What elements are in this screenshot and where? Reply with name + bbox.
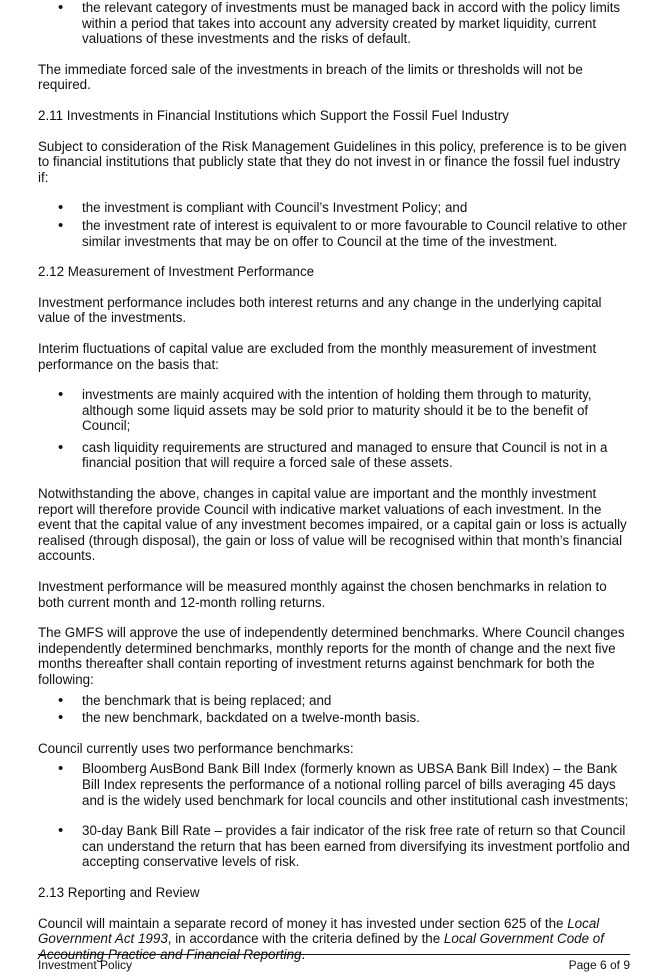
bullet-list-current-benchmarks — [38, 761, 630, 870]
list-item: • the investment is compliant with Council’s Investment Policy; and — [38, 200, 630, 216]
bullet-list-policy-limits — [38, 0, 630, 47]
reporting-text-a: Council will maintain a separate record of money it has invested under section 625 of the — [38, 915, 568, 931]
list-item: • investments are mainly acquired with the intention of holding them through to maturity, although some liquid assets may be sold prior to maturity should it be to the benefit of Council; — [38, 387, 630, 434]
list-item: • Bloomberg AusBond Bank Bill Index (formerly known as UBSA Bank Bill Index) – the Bank Bill Index represents the performance of a notional rolling parcel of bills averaging 45 days and is the widely used benchmark for local councils and other institutional cash investments; — [38, 761, 630, 808]
paragraph-fossil-fuel-intro: Subject to consideration of the Risk Management Guidelines in this policy, preference is to be given to financial institutions that publicly state that they do not invest in or finance the fossil fuel industry if: — [38, 138, 627, 185]
page-content — [38, 0, 630, 977]
paragraph-capital-value: Notwithstanding the above, changes in capital value are important and the monthly investment report will therefore provide Council with indicative market valuations of each investment. In the event that the capital value of any investment becomes impaired, or a capital gain or loss is actually realised (through disposal), the gain or loss of value will be recognised within that month’s financial accounts. — [38, 486, 627, 564]
reporting-text-c: . — [301, 946, 306, 962]
section-heading-2-13: 2.13 Reporting and Review — [38, 884, 200, 900]
paragraph-interim-fluctuations: Interim fluctuations of capital value are excluded from the monthly measurement of investment performance on the basis that: — [38, 340, 597, 372]
bullet-list-benchmark-change — [38, 693, 630, 726]
reporting-code-title: Local Government Code of Accounting Practice and Financial Reporting — [38, 931, 604, 962]
list-item: • the relevant category of investments must be managed back in accord with the policy limits within a period that takes into account any adversity created by market liquidity, current valuations of these investments and the risks of default. — [38, 0, 630, 47]
paragraph-gmfs-benchmarks: The GMFS will approve the use of independently determined benchmarks. Where Council changes independently determined benchmarks, monthly reports for the month of change and the next five months thereafter shall contain reporting of investment returns against benchmark for both the following: — [38, 625, 625, 687]
page-footer — [38, 954, 630, 972]
list-item: • the benchmark that is being replaced; and — [38, 693, 630, 709]
list-item: • cash liquidity requirements are structured and managed to ensure that Council is not in a financial position that will require a forced sale of these assets. — [38, 440, 630, 471]
paragraph-current-benchmarks: Council currently uses two performance benchmarks: — [38, 740, 354, 756]
footer-page-number: Page 6 of 9 — [568, 958, 630, 972]
footer-document-title: Investment Policy — [38, 958, 133, 972]
bullet-list-basis — [38, 387, 630, 471]
section-heading-2-11: 2.11 Investments in Financial Institutions which Support the Fossil Fuel Industry — [38, 107, 509, 123]
paragraph-monthly-measure: Investment performance will be measured monthly against the chosen benchmarks in relation to both current month and 12-month rolling returns. — [38, 579, 607, 610]
list-item: • the new benchmark, backdated on a twelve-month basis. — [38, 710, 630, 726]
paragraph-forced-sale: The immediate forced sale of the investments in breach of the limits or thresholds will not be required. — [38, 61, 583, 93]
paragraph-performance-includes: Investment performance includes both interest returns and any change in the underlying capital value of the investments. — [38, 294, 602, 326]
list-item: • 30-day Bank Bill Rate – provides a fair indicator of the risk free rate of return so that Council can understand the return that has been earned from diversifying its investment portfolio and accepting conservative levels of risk. — [38, 823, 630, 870]
reporting-act-title: Local Government Act 1993 — [38, 915, 600, 947]
reporting-text-b: , in accordance with the criteria defined by the — [167, 931, 444, 947]
list-item: • the investment rate of interest is equivalent to or more favourable to Council relative to other similar investments that may be on offer to Council at the time of the investment. — [38, 218, 630, 249]
bullet-list-fossil-fuel — [38, 200, 630, 249]
section-heading-2-12: 2.12 Measurement of Investment Performance — [38, 264, 315, 280]
